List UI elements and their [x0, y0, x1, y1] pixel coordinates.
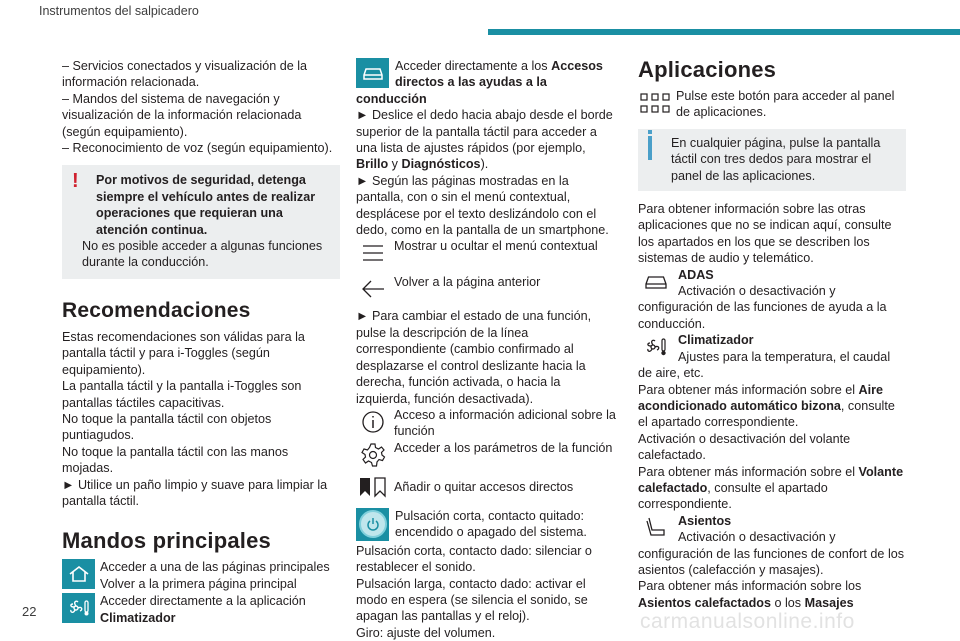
info-icon — [648, 136, 652, 160]
header-accent-bar — [488, 29, 960, 35]
watermark: carmanualsonline.info — [640, 610, 855, 633]
power-text: Giro: ajuste del volumen. — [356, 625, 496, 640]
fan-thermometer-icon — [62, 593, 95, 623]
seats-more-text: o los — [771, 595, 805, 610]
swipe-bold-brillo: Brillo — [356, 157, 389, 172]
apps-row — [638, 88, 906, 121]
car-icon — [638, 267, 674, 297]
home-button-row — [62, 559, 340, 592]
power-text: Pulsación corta, contacto dado: silenciar o restablecer el sonido. — [356, 543, 592, 575]
climate-button-row — [62, 593, 340, 626]
column-1 — [62, 58, 340, 626]
power-text: Pulsación larga, contacto dado: activar el modo en espera (se silencia el sonido, se apagan las pantallas y el reloj). — [356, 576, 588, 624]
seats-more-bold: Masajes — [804, 595, 854, 610]
warning-bold-text: Por motivos de seguridad, detenga siempre el vehículo antes de realizar operaciones que requieran una atención continua. — [96, 173, 316, 237]
recommendation-line: Estas recomendaciones son válidas para la pantalla táctil y para i-Toggles (según equipamiento). — [62, 329, 305, 377]
wheel-more-text: Para obtener más información sobre el — [638, 464, 859, 479]
climate-text: Ajustes para la temperatura, el caudal de aire, etc. — [638, 349, 891, 381]
pages-text: ► Según las páginas mostradas en la pantalla, con o sin el menú contextual, desplácese por el texto deslizándolo con el dedo, como en la pantalla de un smartphone. — [356, 173, 609, 238]
home-text: Volver a la primera página principal — [100, 576, 297, 591]
seats-more-text: Para obtener más información sobre los — [638, 579, 862, 594]
wheel-more-text: , consulte el apartado correspondiente. — [638, 480, 828, 512]
column-3 — [638, 58, 906, 611]
info-row — [356, 407, 618, 440]
home-icon — [62, 559, 95, 589]
apps-text: Pulse este botón para acceder al panel de aplicaciones. — [676, 89, 895, 120]
wheel-more-bold: Volante calefactado — [638, 464, 904, 495]
power-knob-icon — [356, 508, 389, 541]
seats-title: Asientos — [678, 513, 732, 528]
adas-bold: Accesos directos a las ayudas a la conducción — [356, 59, 603, 106]
seat-icon — [638, 513, 674, 543]
settings-row — [356, 440, 618, 470]
column-2 — [356, 58, 618, 641]
swipe-bold-diagnosticos: Diagnósticos — [401, 157, 481, 172]
power-text: Pulsación corta, contacto quitado: encendido o apagado del sistema. — [395, 508, 587, 540]
section-title-mandos: Mandos principales — [62, 528, 271, 554]
shortcut-row — [356, 472, 618, 502]
climate-more-bold: Aire acondicionado automático bizona — [638, 382, 884, 413]
more-info-text: Para obtener información sobre las otras aplicaciones que no se indican aquí, consulte los apartados en los que se describen los sistemas de audio y telemático. — [638, 202, 892, 266]
home-text: Acceder a una de las páginas principales — [100, 560, 330, 575]
swipe-text: ► Deslice el dedo hacia abajo desde el borde superior de la pantalla táctil para acceder a una lista de ajustes rápidos (por ejemplo, — [356, 108, 613, 156]
seats-text: Activación o desactivación y configuración de las funciones de confort de los asientos (calefacción y masajes). — [638, 530, 905, 577]
bookmark-icon — [356, 472, 389, 502]
section-title-recomendaciones: Recomendaciones — [62, 298, 251, 322]
exclamation-icon: ! — [72, 170, 79, 193]
intro-line: – Mandos del sistema de navegación y visualización de la información relacionada (según equipamiento). — [62, 91, 302, 139]
climate-more-text: Para obtener más información sobre el — [638, 382, 859, 397]
seats-more-bold: Asientos calefactados — [638, 595, 771, 610]
intro-line: – Servicios conectados y visualización de la información relacionada. — [62, 59, 308, 90]
tip-text: En cualquier página, pulse la pantalla táctil con tres dedos para mostrar el panel de las aplicaciones. — [671, 135, 881, 183]
page-header-title: Instrumentos del salpicadero — [39, 4, 199, 18]
recommendation-line: No toque la pantalla táctil con las manos mojadas. — [62, 444, 289, 476]
recommendation-line: No toque la pantalla táctil con objetos puntiagudos. — [62, 411, 272, 443]
recommendation-line: ► Utilice un paño limpio y suave para limpiar la pantalla táctil. — [62, 477, 328, 508]
swipe-text: ). — [480, 157, 489, 172]
shortcut-text: Añadir o quitar accesos directos — [394, 479, 574, 494]
menu-text: Mostrar u ocultar el menú contextual — [394, 239, 598, 254]
climate-title: Climatizador — [678, 333, 754, 348]
section-title-aplicaciones: Aplicaciones — [638, 57, 777, 82]
apps-grid-icon — [638, 88, 671, 118]
climate-bold: Climatizador — [100, 610, 176, 625]
menu-icon — [356, 238, 389, 268]
page-number: 22 — [22, 604, 37, 619]
back-row — [356, 274, 618, 304]
car-icon — [356, 58, 389, 88]
warning-text: No es posible acceder a algunas funciones durante la conducción. — [82, 239, 323, 270]
climate-text: Acceder directamente a la aplicación — [100, 594, 306, 609]
back-arrow-icon — [356, 274, 389, 304]
wheel-text: Activación o desactivación del volante calefactado. — [638, 431, 851, 463]
info-text: Acceso a información adicional sobre la función — [394, 407, 616, 439]
change-text: ► Para cambiar el estado de una función, pulse la descripción de la línea correspondiente (cambio confirmado al desplazarse el control deslizante hacia la derecha, función activada, o hacia la izquierda, función desactivada). — [356, 309, 592, 406]
back-text: Volver a la página anterior — [394, 275, 541, 290]
fan-thermometer-icon — [638, 332, 674, 362]
menu-row — [356, 238, 618, 268]
recommendation-line: La pantalla táctil y la pantalla i-Toggles son pantallas táctiles capacitivas. — [62, 379, 302, 410]
adas-title: ADAS — [678, 267, 714, 282]
info-circle-icon — [356, 407, 389, 437]
safety-warning-box — [62, 165, 340, 278]
settings-text: Acceder a los parámetros de la función — [394, 440, 613, 455]
tip-box — [638, 129, 906, 191]
climate-more-text: , consulte el apartado correspondiente. — [638, 398, 895, 430]
adas-text: Activación o desactivación y configuración de las funciones de ayuda a la conducción. — [638, 284, 887, 331]
adas-text: Acceder directamente a los — [395, 59, 552, 73]
gear-icon — [356, 440, 389, 470]
swipe-text: y — [388, 157, 402, 172]
intro-line: – Reconocimiento de voz (según equipamiento). — [62, 141, 333, 156]
